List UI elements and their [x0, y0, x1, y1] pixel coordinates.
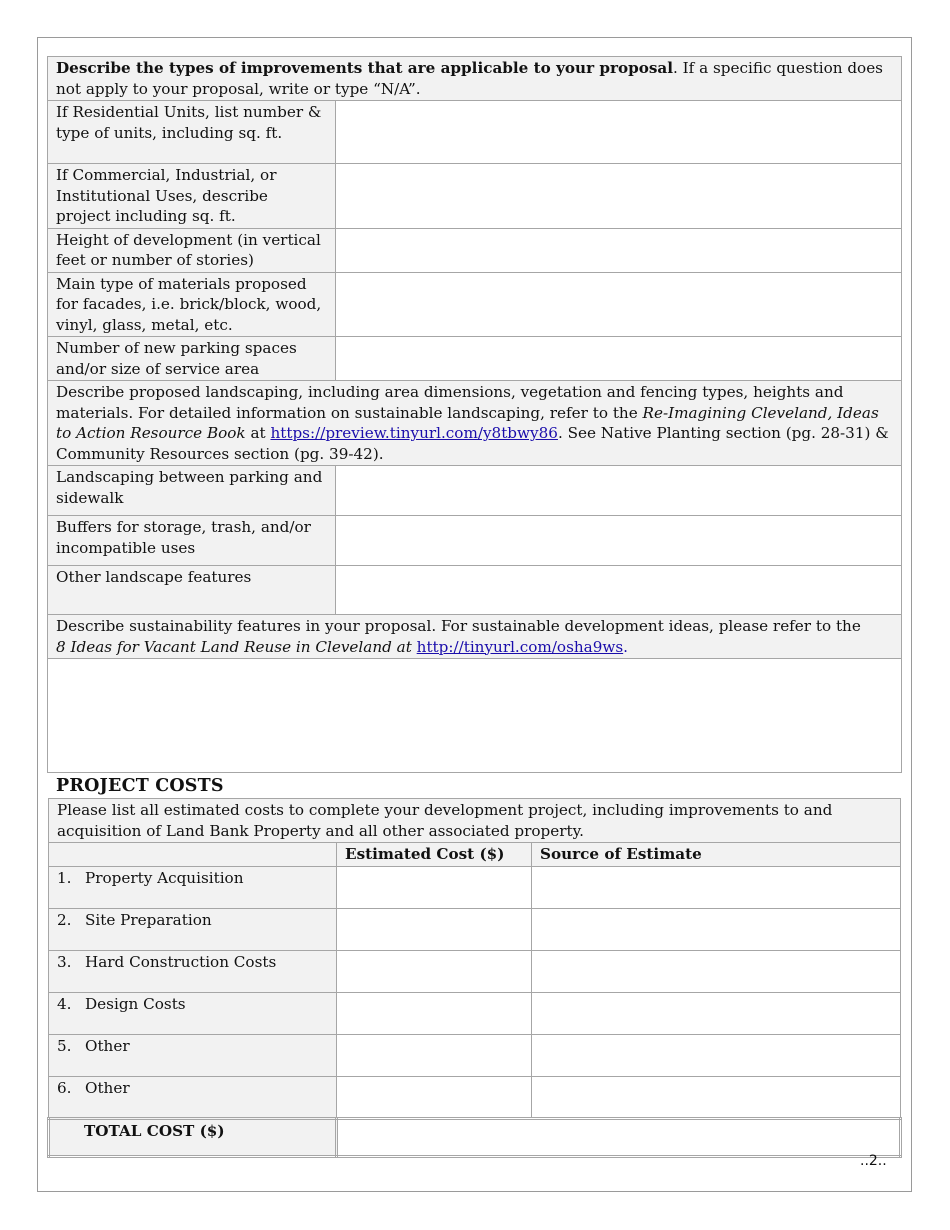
- cost-input[interactable]: [337, 866, 532, 908]
- cost-item-number: 5.: [57, 1036, 72, 1055]
- source-of-estimate-header: Source of Estimate: [532, 843, 901, 867]
- sustainability-field[interactable]: [48, 659, 902, 773]
- source-input[interactable]: [532, 866, 901, 908]
- development-height-field[interactable]: [336, 228, 902, 272]
- vacant-land-title: 8 Ideas for Vacant Land Reuse in Cleveland at: [56, 637, 412, 656]
- estimated-cost-header: Estimated Cost ($): [337, 843, 532, 867]
- landscaping-intro-text1: Describe proposed landscaping, including area dimensions, vegetation and fencing types, heights and materials. For detailed information on sustainable landscaping, refer to the: [56, 383, 844, 422]
- cost-item-name: Site Preparation: [85, 910, 212, 929]
- total-cost-field[interactable]: [337, 1118, 901, 1156]
- improvements-table: [47, 56, 902, 773]
- cost-item-label: [49, 908, 337, 950]
- cost-item-number: 1.: [57, 868, 72, 887]
- source-input[interactable]: [532, 1076, 901, 1118]
- cost-item-name: Design Costs: [85, 994, 186, 1013]
- vacant-land-link[interactable]: http://tinyurl.com/osha9ws: [416, 637, 624, 656]
- total-cost-label: TOTAL COST ($): [49, 1118, 337, 1156]
- sustainability-trailing: .: [623, 637, 628, 656]
- commercial-uses-label: If Commercial, Industrial, or Institutional Uses, describe project including sq. ft.: [48, 164, 336, 229]
- project-costs-intro: Please list all estimated costs to complete your development project, including improvements to and acquisition of Land Bank Property and all other associated property.: [49, 799, 901, 843]
- landscaping-parking-label: Landscaping between parking and sidewalk: [48, 466, 336, 516]
- landscaping-intro-text3: . See Native Planting section (pg. 28-31) & Community Resources section (pg. 39-42).: [56, 424, 889, 463]
- residential-units-label: If Residential Units, list number & type of units, including sq. ft.: [48, 101, 336, 164]
- development-height-label: Height of development (in vertical feet or number of stories): [48, 228, 336, 272]
- buffers-field[interactable]: [336, 516, 902, 566]
- improvements-intro: [48, 57, 902, 101]
- page-number: ..2..: [860, 1153, 887, 1169]
- facade-materials-label: Main type of materials proposed for facades, i.e. brick/block, wood, vinyl, glass, metal, etc.: [48, 272, 336, 337]
- cost-item-number: 4.: [57, 994, 72, 1013]
- resource-book-title: Re-Imagining Cleveland, Ideas to Action Resource Book: [56, 403, 879, 442]
- cost-row-property-acquisition: [49, 866, 901, 908]
- landscaping-parking-field[interactable]: [336, 466, 902, 516]
- cost-input[interactable]: [337, 908, 532, 950]
- resource-book-link[interactable]: https://preview.tinyurl.com/y8tbwy86: [270, 424, 558, 442]
- cost-input[interactable]: [337, 992, 532, 1034]
- cost-row-other-1: [49, 1034, 901, 1076]
- source-input[interactable]: [532, 1034, 901, 1076]
- project-costs-table: [47, 798, 902, 1158]
- cost-item-name: Other: [85, 1036, 130, 1055]
- cost-item-number: 2.: [57, 910, 72, 929]
- other-landscape-label: Other landscape features: [48, 566, 336, 615]
- cost-item-label: [49, 1034, 337, 1076]
- residential-units-field[interactable]: [336, 101, 902, 164]
- buffers-label: Buffers for storage, trash, and/or incompatible uses: [48, 516, 336, 566]
- cost-row-design-costs: [49, 992, 901, 1034]
- facade-materials-field[interactable]: [336, 272, 902, 337]
- source-input[interactable]: [532, 950, 901, 992]
- cost-item-name: Property Acquisition: [85, 868, 244, 887]
- improvements-intro-bold: Describe the types of improvements that are applicable to your proposal: [56, 59, 674, 77]
- landscaping-intro-text2: at: [245, 424, 271, 442]
- costs-header-blank: [49, 843, 337, 867]
- improvements-intro-rest: . If a specific question does not apply to your proposal, write or type “N/A”.: [56, 59, 883, 98]
- project-costs-title: PROJECT COSTS: [56, 776, 224, 796]
- source-input[interactable]: [532, 992, 901, 1034]
- cost-item-name: Other: [85, 1078, 130, 1097]
- cost-item-name: Hard Construction Costs: [85, 952, 277, 971]
- commercial-uses-field[interactable]: [336, 164, 902, 229]
- cost-input[interactable]: [337, 1076, 532, 1118]
- cost-input[interactable]: [337, 1034, 532, 1076]
- landscaping-intro: [48, 381, 902, 466]
- total-cost-row: [49, 1118, 901, 1156]
- sustainability-intro: [48, 615, 902, 659]
- parking-spaces-label: Number of new parking spaces and/or size of service area: [48, 337, 336, 381]
- other-landscape-field[interactable]: [336, 566, 902, 615]
- cost-row-site-preparation: [49, 908, 901, 950]
- cost-item-number: 6.: [57, 1078, 72, 1097]
- cost-item-label: [49, 1076, 337, 1118]
- source-input[interactable]: [532, 908, 901, 950]
- cost-input[interactable]: [337, 950, 532, 992]
- sustainability-intro-text: Describe sustainability features in your proposal. For sustainable development ideas, please refer to the: [56, 617, 861, 635]
- cost-item-label: [49, 866, 337, 908]
- cost-item-number: 3.: [57, 952, 72, 971]
- cost-item-label: [49, 992, 337, 1034]
- cost-row-other-2: [49, 1076, 901, 1118]
- cost-item-label: [49, 950, 337, 992]
- parking-spaces-field[interactable]: [336, 337, 902, 381]
- cost-row-hard-construction: [49, 950, 901, 992]
